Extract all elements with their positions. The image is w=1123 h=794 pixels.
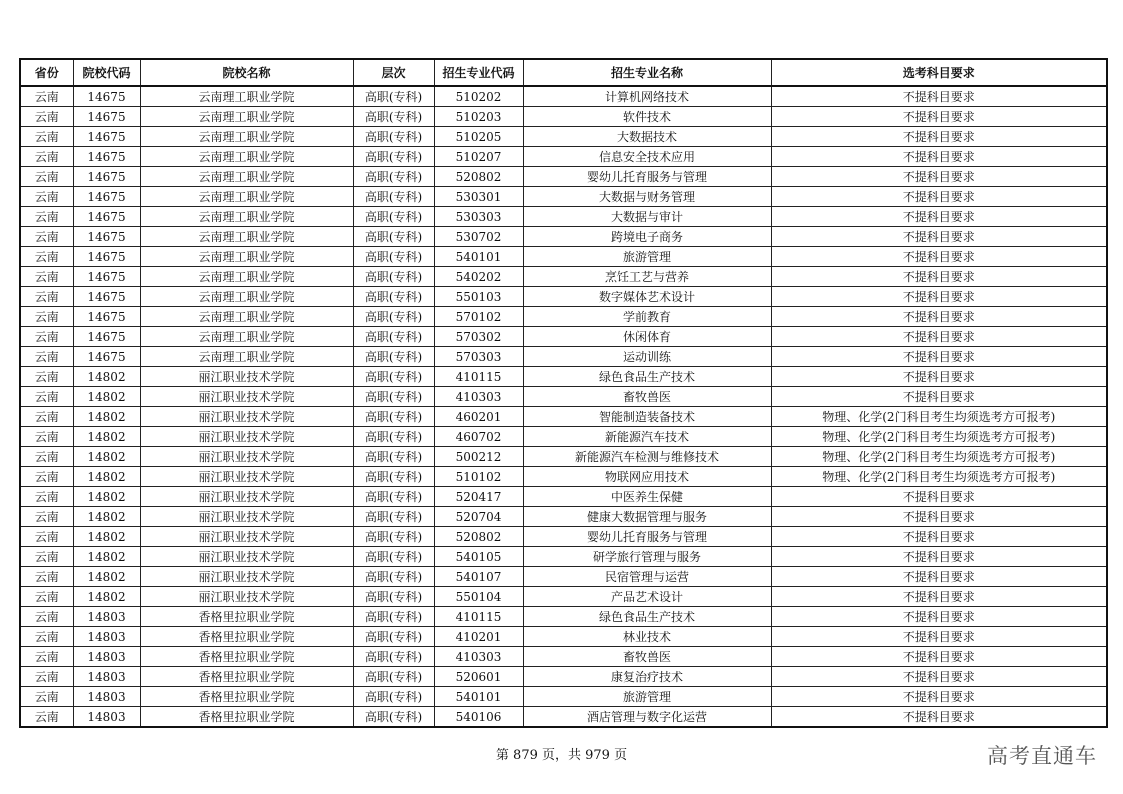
cell-major-code: 410201 <box>434 627 523 647</box>
cell-school-code: 14802 <box>73 387 140 407</box>
table-header-row <box>20 59 1107 86</box>
table-row <box>20 127 1107 147</box>
cell-major-name: 学前教育 <box>523 307 771 327</box>
cell-level: 高职(专科) <box>353 407 434 427</box>
cell-school-code: 14675 <box>73 227 140 247</box>
cell-subject-requirement: 不提科目要求 <box>771 347 1107 367</box>
table-row <box>20 527 1107 547</box>
cell-major-code: 530301 <box>434 187 523 207</box>
cell-subject-requirement: 不提科目要求 <box>771 227 1107 247</box>
cell-province: 云南 <box>20 527 73 547</box>
cell-major-code: 530303 <box>434 207 523 227</box>
cell-major-name: 新能源汽车检测与维修技术 <box>523 447 771 467</box>
cell-major-code: 530702 <box>434 227 523 247</box>
cell-province: 云南 <box>20 307 73 327</box>
cell-major-name: 健康大数据管理与服务 <box>523 507 771 527</box>
cell-major-code: 540101 <box>434 687 523 707</box>
cell-major-name: 婴幼儿托育服务与管理 <box>523 167 771 187</box>
cell-subject-requirement: 不提科目要求 <box>771 607 1107 627</box>
cell-major-code: 540107 <box>434 567 523 587</box>
cell-province: 云南 <box>20 707 73 728</box>
cell-major-name: 产品艺术设计 <box>523 587 771 607</box>
cell-major-code: 540105 <box>434 547 523 567</box>
cell-school-name: 云南理工职业学院 <box>140 327 353 347</box>
cell-school-name: 丽江职业技术学院 <box>140 527 353 547</box>
cell-school-name: 丽江职业技术学院 <box>140 487 353 507</box>
table-row <box>20 467 1107 487</box>
cell-subject-requirement: 不提科目要求 <box>771 687 1107 707</box>
cell-major-code: 500212 <box>434 447 523 467</box>
cell-school-name: 丽江职业技术学院 <box>140 467 353 487</box>
header-school-code: 院校代码 <box>73 59 140 86</box>
cell-school-name: 云南理工职业学院 <box>140 187 353 207</box>
cell-province: 云南 <box>20 447 73 467</box>
cell-province: 云南 <box>20 227 73 247</box>
cell-subject-requirement: 不提科目要求 <box>771 86 1107 107</box>
cell-subject-requirement: 不提科目要求 <box>771 367 1107 387</box>
cell-major-name: 新能源汽车技术 <box>523 427 771 447</box>
cell-province: 云南 <box>20 367 73 387</box>
cell-major-name: 跨境电子商务 <box>523 227 771 247</box>
cell-subject-requirement: 不提科目要求 <box>771 507 1107 527</box>
cell-level: 高职(专科) <box>353 547 434 567</box>
cell-school-code: 14803 <box>73 647 140 667</box>
cell-major-name: 休闲体育 <box>523 327 771 347</box>
cell-province: 云南 <box>20 327 73 347</box>
cell-level: 高职(专科) <box>353 707 434 728</box>
cell-major-name: 绿色食品生产技术 <box>523 367 771 387</box>
cell-school-code: 14675 <box>73 86 140 107</box>
cell-school-code: 14802 <box>73 567 140 587</box>
cell-level: 高职(专科) <box>353 687 434 707</box>
cell-province: 云南 <box>20 667 73 687</box>
page-number: 第 879 页，共 979 页 <box>495 748 628 763</box>
cell-school-name: 云南理工职业学院 <box>140 207 353 227</box>
cell-school-name: 香格里拉职业学院 <box>140 607 353 627</box>
cell-major-name: 数字媒体艺术设计 <box>523 287 771 307</box>
cell-major-name: 智能制造装备技术 <box>523 407 771 427</box>
cell-major-name: 信息安全技术应用 <box>523 147 771 167</box>
cell-level: 高职(专科) <box>353 227 434 247</box>
cell-level: 高职(专科) <box>353 647 434 667</box>
cell-subject-requirement: 不提科目要求 <box>771 547 1107 567</box>
cell-province: 云南 <box>20 687 73 707</box>
cell-school-name: 丽江职业技术学院 <box>140 567 353 587</box>
cell-level: 高职(专科) <box>353 307 434 327</box>
cell-level: 高职(专科) <box>353 247 434 267</box>
table-row <box>20 147 1107 167</box>
cell-major-name: 酒店管理与数字化运营 <box>523 707 771 728</box>
cell-subject-requirement: 不提科目要求 <box>771 387 1107 407</box>
cell-subject-requirement: 不提科目要求 <box>771 527 1107 547</box>
cell-school-name: 丽江职业技术学院 <box>140 587 353 607</box>
cell-major-name: 大数据与审计 <box>523 207 771 227</box>
cell-school-code: 14675 <box>73 347 140 367</box>
cell-major-name: 软件技术 <box>523 107 771 127</box>
cell-province: 云南 <box>20 147 73 167</box>
table-row <box>20 587 1107 607</box>
cell-subject-requirement: 不提科目要求 <box>771 287 1107 307</box>
cell-school-code: 14675 <box>73 207 140 227</box>
cell-school-code: 14803 <box>73 607 140 627</box>
cell-major-code: 520802 <box>434 167 523 187</box>
cell-major-code: 570102 <box>434 307 523 327</box>
cell-subject-requirement: 物理、化学(2门科目考生均须选考方可报考) <box>771 407 1107 427</box>
table-row <box>20 187 1107 207</box>
cell-province: 云南 <box>20 587 73 607</box>
cell-school-code: 14675 <box>73 187 140 207</box>
header-major-name: 招生专业名称 <box>523 59 771 86</box>
cell-school-code: 14675 <box>73 307 140 327</box>
cell-province: 云南 <box>20 387 73 407</box>
table-row <box>20 647 1107 667</box>
cell-level: 高职(专科) <box>353 667 434 687</box>
cell-level: 高职(专科) <box>353 527 434 547</box>
cell-school-code: 14802 <box>73 507 140 527</box>
cell-major-code: 570302 <box>434 327 523 347</box>
cell-school-code: 14802 <box>73 487 140 507</box>
cell-subject-requirement: 不提科目要求 <box>771 487 1107 507</box>
header-major-code: 招生专业代码 <box>434 59 523 86</box>
cell-major-name: 婴幼儿托育服务与管理 <box>523 527 771 547</box>
cell-school-code: 14675 <box>73 147 140 167</box>
table-row <box>20 607 1107 627</box>
table-row <box>20 327 1107 347</box>
cell-subject-requirement: 物理、化学(2门科目考生均须选考方可报考) <box>771 447 1107 467</box>
cell-school-code: 14803 <box>73 707 140 728</box>
cell-major-code: 510102 <box>434 467 523 487</box>
cell-major-code: 540202 <box>434 267 523 287</box>
cell-level: 高职(专科) <box>353 167 434 187</box>
cell-school-name: 云南理工职业学院 <box>140 247 353 267</box>
cell-level: 高职(专科) <box>353 287 434 307</box>
cell-major-name: 研学旅行管理与服务 <box>523 547 771 567</box>
cell-level: 高职(专科) <box>353 627 434 647</box>
cell-level: 高职(专科) <box>353 487 434 507</box>
cell-province: 云南 <box>20 347 73 367</box>
cell-school-code: 14802 <box>73 547 140 567</box>
cell-school-code: 14803 <box>73 627 140 647</box>
table-row <box>20 667 1107 687</box>
table-row <box>20 167 1107 187</box>
cell-school-code: 14802 <box>73 427 140 447</box>
cell-school-name: 丽江职业技术学院 <box>140 387 353 407</box>
admissions-table-container <box>19 58 1106 728</box>
table-row <box>20 707 1107 728</box>
cell-major-code: 410303 <box>434 387 523 407</box>
cell-subject-requirement: 不提科目要求 <box>771 127 1107 147</box>
cell-major-code: 410303 <box>434 647 523 667</box>
cell-major-name: 旅游管理 <box>523 247 771 267</box>
cell-major-name: 林业技术 <box>523 627 771 647</box>
cell-major-code: 520802 <box>434 527 523 547</box>
cell-major-name: 计算机网络技术 <box>523 86 771 107</box>
cell-school-code: 14802 <box>73 447 140 467</box>
cell-major-name: 畜牧兽医 <box>523 647 771 667</box>
cell-subject-requirement: 不提科目要求 <box>771 327 1107 347</box>
cell-school-code: 14675 <box>73 327 140 347</box>
cell-major-name: 绿色食品生产技术 <box>523 607 771 627</box>
table-row <box>20 507 1107 527</box>
cell-major-name: 运动训练 <box>523 347 771 367</box>
cell-province: 云南 <box>20 107 73 127</box>
cell-major-name: 民宿管理与运营 <box>523 567 771 587</box>
cell-province: 云南 <box>20 407 73 427</box>
cell-school-code: 14802 <box>73 587 140 607</box>
cell-level: 高职(专科) <box>353 207 434 227</box>
cell-province: 云南 <box>20 567 73 587</box>
cell-level: 高职(专科) <box>353 327 434 347</box>
cell-school-code: 14675 <box>73 107 140 127</box>
cell-province: 云南 <box>20 467 73 487</box>
cell-subject-requirement: 物理、化学(2门科目考生均须选考方可报考) <box>771 427 1107 447</box>
cell-school-code: 14802 <box>73 527 140 547</box>
cell-province: 云南 <box>20 167 73 187</box>
table-row <box>20 367 1107 387</box>
cell-school-name: 香格里拉职业学院 <box>140 667 353 687</box>
cell-school-code: 14802 <box>73 467 140 487</box>
cell-school-name: 云南理工职业学院 <box>140 287 353 307</box>
table-row <box>20 307 1107 327</box>
cell-school-name: 丽江职业技术学院 <box>140 447 353 467</box>
cell-level: 高职(专科) <box>353 387 434 407</box>
cell-subject-requirement: 不提科目要求 <box>771 307 1107 327</box>
cell-level: 高职(专科) <box>353 467 434 487</box>
cell-level: 高职(专科) <box>353 367 434 387</box>
table-row <box>20 287 1107 307</box>
cell-major-code: 540106 <box>434 707 523 728</box>
cell-major-name: 大数据与财务管理 <box>523 187 771 207</box>
cell-subject-requirement: 不提科目要求 <box>771 587 1107 607</box>
cell-major-name: 中医养生保健 <box>523 487 771 507</box>
cell-major-name: 物联网应用技术 <box>523 467 771 487</box>
table-row <box>20 547 1107 567</box>
header-province: 省份 <box>20 59 73 86</box>
cell-school-code: 14675 <box>73 267 140 287</box>
cell-major-code: 550104 <box>434 587 523 607</box>
cell-major-code: 510203 <box>434 107 523 127</box>
cell-province: 云南 <box>20 547 73 567</box>
header-school-name: 院校名称 <box>140 59 353 86</box>
cell-level: 高职(专科) <box>353 607 434 627</box>
table-row <box>20 447 1107 467</box>
cell-major-code: 520704 <box>434 507 523 527</box>
cell-level: 高职(专科) <box>353 267 434 287</box>
cell-school-code: 14675 <box>73 167 140 187</box>
cell-level: 高职(专科) <box>353 587 434 607</box>
table-row <box>20 427 1107 447</box>
cell-province: 云南 <box>20 86 73 107</box>
cell-level: 高职(专科) <box>353 347 434 367</box>
watermark-logo-text: 高考直通车 <box>987 744 1097 768</box>
cell-school-code: 14675 <box>73 247 140 267</box>
cell-major-code: 410115 <box>434 367 523 387</box>
cell-school-name: 云南理工职业学院 <box>140 347 353 367</box>
cell-province: 云南 <box>20 507 73 527</box>
table-row <box>20 407 1107 427</box>
cell-level: 高职(专科) <box>353 427 434 447</box>
cell-province: 云南 <box>20 207 73 227</box>
cell-level: 高职(专科) <box>353 567 434 587</box>
cell-major-code: 550103 <box>434 287 523 307</box>
cell-province: 云南 <box>20 287 73 307</box>
cell-level: 高职(专科) <box>353 127 434 147</box>
cell-school-code: 14675 <box>73 127 140 147</box>
cell-level: 高职(专科) <box>353 447 434 467</box>
cell-school-name: 云南理工职业学院 <box>140 147 353 167</box>
cell-major-name: 大数据技术 <box>523 127 771 147</box>
table-body <box>20 86 1107 727</box>
cell-major-name: 旅游管理 <box>523 687 771 707</box>
cell-school-name: 丽江职业技术学院 <box>140 407 353 427</box>
cell-major-code: 510205 <box>434 127 523 147</box>
cell-subject-requirement: 不提科目要求 <box>771 247 1107 267</box>
cell-major-name: 康复治疗技术 <box>523 667 771 687</box>
cell-province: 云南 <box>20 187 73 207</box>
admissions-table <box>19 58 1108 728</box>
cell-school-name: 云南理工职业学院 <box>140 227 353 247</box>
table-row <box>20 247 1107 267</box>
cell-subject-requirement: 不提科目要求 <box>771 707 1107 728</box>
cell-major-code: 570303 <box>434 347 523 367</box>
cell-major-code: 540101 <box>434 247 523 267</box>
cell-major-code: 520601 <box>434 667 523 687</box>
cell-school-name: 云南理工职业学院 <box>140 86 353 107</box>
cell-school-code: 14802 <box>73 407 140 427</box>
cell-major-code: 460201 <box>434 407 523 427</box>
cell-subject-requirement: 不提科目要求 <box>771 147 1107 167</box>
cell-school-code: 14803 <box>73 667 140 687</box>
cell-province: 云南 <box>20 427 73 447</box>
header-level: 层次 <box>353 59 434 86</box>
cell-province: 云南 <box>20 487 73 507</box>
cell-level: 高职(专科) <box>353 507 434 527</box>
cell-province: 云南 <box>20 127 73 147</box>
cell-province: 云南 <box>20 607 73 627</box>
cell-school-code: 14803 <box>73 687 140 707</box>
table-row <box>20 347 1107 367</box>
cell-subject-requirement: 不提科目要求 <box>771 567 1107 587</box>
cell-school-name: 云南理工职业学院 <box>140 307 353 327</box>
cell-school-name: 丽江职业技术学院 <box>140 367 353 387</box>
cell-school-name: 香格里拉职业学院 <box>140 687 353 707</box>
table-row <box>20 687 1107 707</box>
cell-school-code: 14802 <box>73 367 140 387</box>
cell-school-code: 14675 <box>73 287 140 307</box>
table-row <box>20 267 1107 287</box>
table-row <box>20 227 1107 247</box>
cell-level: 高职(专科) <box>353 86 434 107</box>
cell-level: 高职(专科) <box>353 147 434 167</box>
cell-province: 云南 <box>20 647 73 667</box>
header-subject-requirement: 选考科目要求 <box>771 59 1107 86</box>
cell-subject-requirement: 不提科目要求 <box>771 627 1107 647</box>
table-row <box>20 207 1107 227</box>
cell-subject-requirement: 物理、化学(2门科目考生均须选考方可报考) <box>771 467 1107 487</box>
table-row <box>20 387 1107 407</box>
cell-major-code: 510202 <box>434 86 523 107</box>
cell-school-name: 香格里拉职业学院 <box>140 707 353 728</box>
cell-school-name: 云南理工职业学院 <box>140 167 353 187</box>
cell-subject-requirement: 不提科目要求 <box>771 647 1107 667</box>
cell-subject-requirement: 不提科目要求 <box>771 667 1107 687</box>
cell-school-name: 香格里拉职业学院 <box>140 647 353 667</box>
cell-major-code: 520417 <box>434 487 523 507</box>
cell-major-code: 460702 <box>434 427 523 447</box>
cell-school-name: 丽江职业技术学院 <box>140 547 353 567</box>
cell-province: 云南 <box>20 627 73 647</box>
cell-level: 高职(专科) <box>353 187 434 207</box>
cell-major-name: 烹饪工艺与营养 <box>523 267 771 287</box>
table-row <box>20 107 1107 127</box>
cell-school-name: 丽江职业技术学院 <box>140 427 353 447</box>
table-row <box>20 627 1107 647</box>
cell-subject-requirement: 不提科目要求 <box>771 207 1107 227</box>
cell-school-name: 香格里拉职业学院 <box>140 627 353 647</box>
cell-major-code: 410115 <box>434 607 523 627</box>
cell-school-name: 云南理工职业学院 <box>140 127 353 147</box>
table-row <box>20 487 1107 507</box>
cell-major-name: 畜牧兽医 <box>523 387 771 407</box>
cell-major-code: 510207 <box>434 147 523 167</box>
cell-school-name: 丽江职业技术学院 <box>140 507 353 527</box>
cell-subject-requirement: 不提科目要求 <box>771 107 1107 127</box>
cell-subject-requirement: 不提科目要求 <box>771 167 1107 187</box>
cell-school-name: 云南理工职业学院 <box>140 107 353 127</box>
cell-subject-requirement: 不提科目要求 <box>771 187 1107 207</box>
cell-level: 高职(专科) <box>353 107 434 127</box>
table-row <box>20 567 1107 587</box>
cell-subject-requirement: 不提科目要求 <box>771 267 1107 287</box>
cell-school-name: 云南理工职业学院 <box>140 267 353 287</box>
cell-province: 云南 <box>20 267 73 287</box>
cell-province: 云南 <box>20 247 73 267</box>
table-row <box>20 86 1107 107</box>
